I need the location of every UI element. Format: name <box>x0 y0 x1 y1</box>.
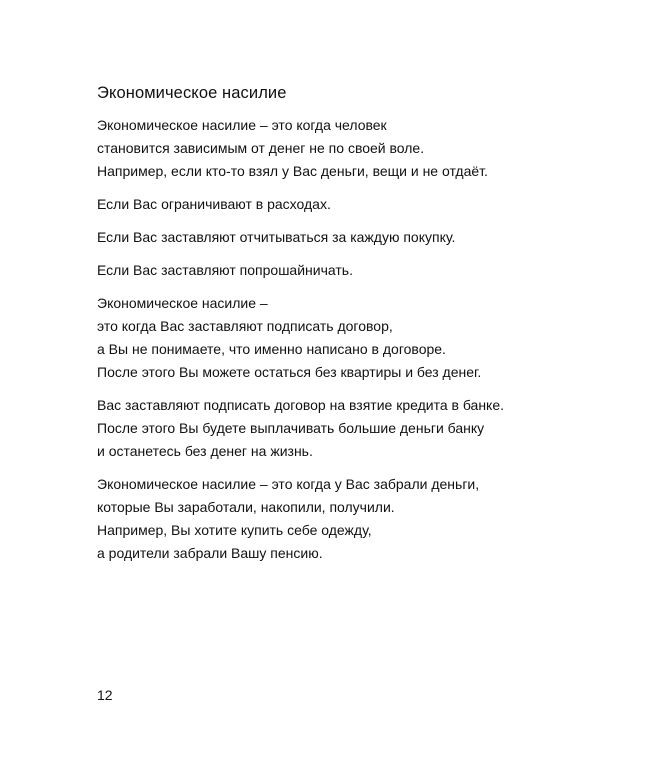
paragraph <box>97 114 617 183</box>
text-line: Например, если кто-то взял у Вас деньги, вещи и не отдаёт. <box>97 163 488 179</box>
text-line: Если Вас заставляют попрошайничать. <box>97 262 353 278</box>
paragraph <box>97 226 617 249</box>
section-title: Экономическое насилие <box>97 84 287 102</box>
text-line: Вас заставляют подписать договор на взятие кредита в банке. <box>97 397 505 413</box>
paragraph <box>97 394 617 463</box>
paragraph <box>97 193 617 216</box>
page-content <box>97 82 617 575</box>
text-line: Если Вас заставляют отчитываться за каждую покупку. <box>97 229 456 245</box>
paragraph <box>97 473 617 565</box>
text-line: а Вы не понимаете, что именно написано в договоре. <box>97 341 446 357</box>
text-line: которые Вы заработали, накопили, получили. <box>97 499 395 515</box>
text-line: Если Вас ограничивают в расходах. <box>97 196 331 212</box>
text-line: После этого Вы можете остаться без квартиры и без денег. <box>97 364 482 380</box>
page-number: 12 <box>97 687 113 703</box>
text-line: становится зависимым от денег не по своей воле. <box>97 140 425 156</box>
text-line: Экономическое насилие – это когда у Вас забрали деньги, <box>97 476 480 492</box>
paragraph <box>97 292 617 384</box>
text-line: После этого Вы будете выплачивать большие деньги банку <box>97 420 485 436</box>
text-line: это когда Вас заставляют подписать договор, <box>97 318 393 334</box>
text-line: а родители забрали Вашу пенсию. <box>97 545 323 561</box>
text-line: Экономическое насилие – это когда человек <box>97 117 387 133</box>
text-line: Экономическое насилие – <box>97 295 268 311</box>
paragraph <box>97 259 617 282</box>
text-line: Например, Вы хотите купить себе одежду, <box>97 522 372 538</box>
text-line: и останетесь без денег на жизнь. <box>97 443 313 459</box>
